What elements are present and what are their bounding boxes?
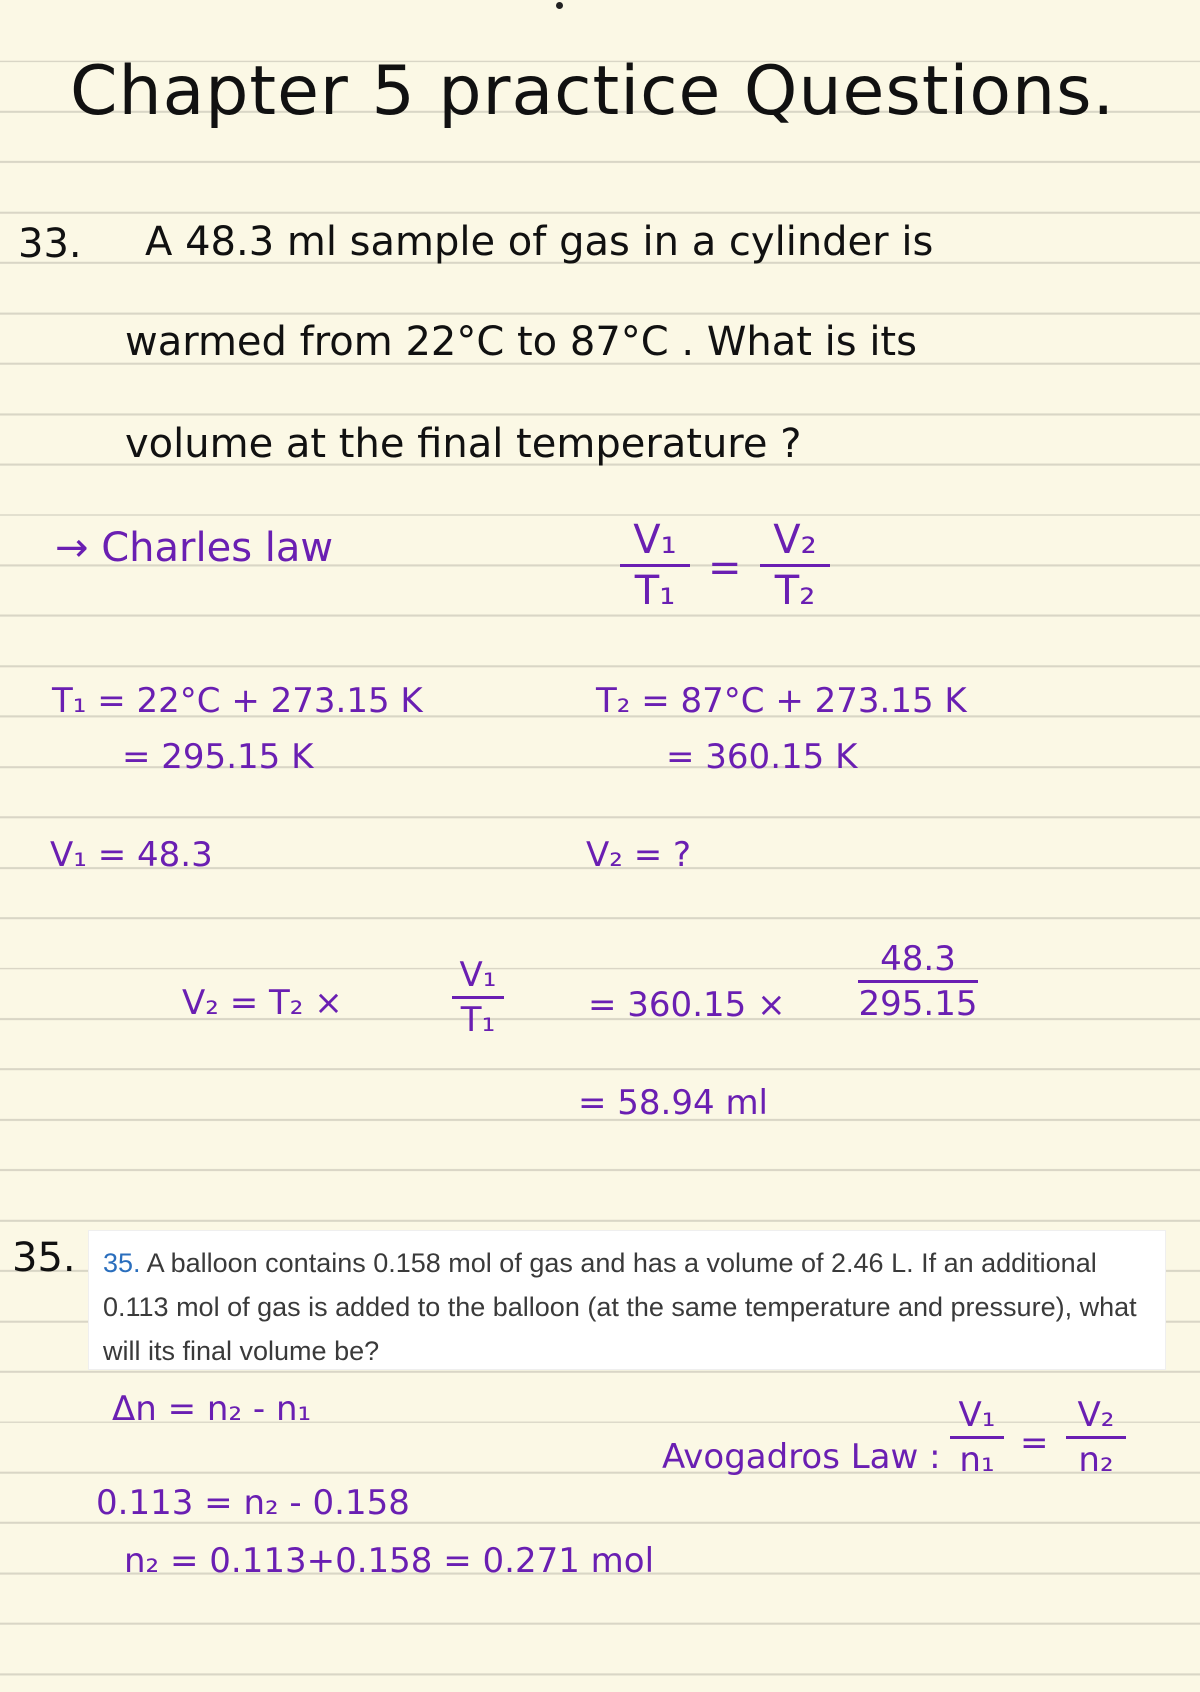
v2-unknown: V₂ = ? bbox=[586, 835, 692, 875]
v2-calc-lhs: V₂ = T₂ × bbox=[182, 983, 343, 1023]
avogadro-law-label: Avogadros Law : bbox=[662, 1437, 941, 1477]
fraction-bar bbox=[1066, 1436, 1126, 1439]
avogadro-v2: V₂ bbox=[1077, 1395, 1115, 1435]
charles-formula-right bbox=[760, 517, 830, 614]
page-title: Chapter 5 practice Questions. bbox=[70, 52, 1116, 131]
fraction-bar bbox=[760, 564, 830, 567]
formula-equals: = bbox=[708, 545, 742, 591]
avogadro-v1: V₁ bbox=[958, 1395, 996, 1435]
q35-printed-text: A balloon contains 0.158 mol of gas and has a volume of 2.46 L. If an additional 0.113 mol of gas is added to the balloon (at the same temperature and pressure), what will its final volume be? bbox=[103, 1248, 1137, 1366]
q33-line-2: warmed from 22°C to 87°C . What is its bbox=[125, 319, 917, 365]
avogadro-frac-left bbox=[950, 1395, 1004, 1480]
v2-calc-mid: = 360.15 × bbox=[588, 985, 786, 1025]
avogadro-frac-right bbox=[1066, 1395, 1126, 1480]
calc-denominator: 295.15 bbox=[858, 984, 978, 1024]
formula-v2: V₂ bbox=[773, 517, 817, 563]
formula-t2: T₂ bbox=[774, 568, 816, 614]
t2-result: = 360.15 K bbox=[666, 737, 858, 777]
calc-v1: V₁ bbox=[459, 955, 497, 995]
t1-result: = 295.15 K bbox=[122, 737, 314, 777]
q33-number: 33. bbox=[18, 221, 82, 267]
formula-t1: T₁ bbox=[634, 568, 676, 614]
avogadro-equals: = bbox=[1020, 1423, 1049, 1463]
fraction-bar bbox=[858, 980, 978, 983]
n2-step-1: 0.113 = n₂ - 0.158 bbox=[96, 1483, 410, 1523]
calc-t1: T₁ bbox=[460, 1000, 496, 1040]
charles-law-label: → Charles law bbox=[55, 525, 334, 571]
n2-step-2: n₂ = 0.113+0.158 = 0.271 mol bbox=[124, 1541, 655, 1581]
delta-n-equation: Δn = n₂ - n₁ bbox=[112, 1389, 312, 1429]
avogadro-n1: n₁ bbox=[959, 1440, 995, 1480]
v2-calc-fraction bbox=[452, 955, 504, 1040]
avogadro-n2: n₂ bbox=[1078, 1440, 1114, 1480]
calc-numerator: 48.3 bbox=[880, 939, 956, 979]
t1-conversion: T₁ = 22°C + 273.15 K bbox=[52, 681, 423, 721]
fraction-bar bbox=[620, 564, 690, 567]
ink-dot bbox=[556, 2, 563, 9]
v1-given: V₁ = 48.3 bbox=[50, 835, 213, 875]
q33-line-1: A 48.3 ml sample of gas in a cylinder is bbox=[145, 219, 934, 265]
v2-calc-fraction-values bbox=[858, 939, 978, 1024]
fraction-bar bbox=[452, 996, 504, 999]
q35-number: 35. bbox=[12, 1235, 76, 1281]
q35-printed-number: 35. bbox=[103, 1248, 141, 1278]
q33-line-3: volume at the final temperature ? bbox=[125, 421, 802, 467]
fraction-bar bbox=[950, 1436, 1004, 1439]
charles-formula-left bbox=[620, 517, 690, 614]
q35-printed-question bbox=[88, 1230, 1166, 1370]
formula-v1: V₁ bbox=[633, 517, 677, 563]
v2-result: = 58.94 ml bbox=[578, 1083, 769, 1123]
t2-conversion: T₂ = 87°C + 273.15 K bbox=[596, 681, 967, 721]
